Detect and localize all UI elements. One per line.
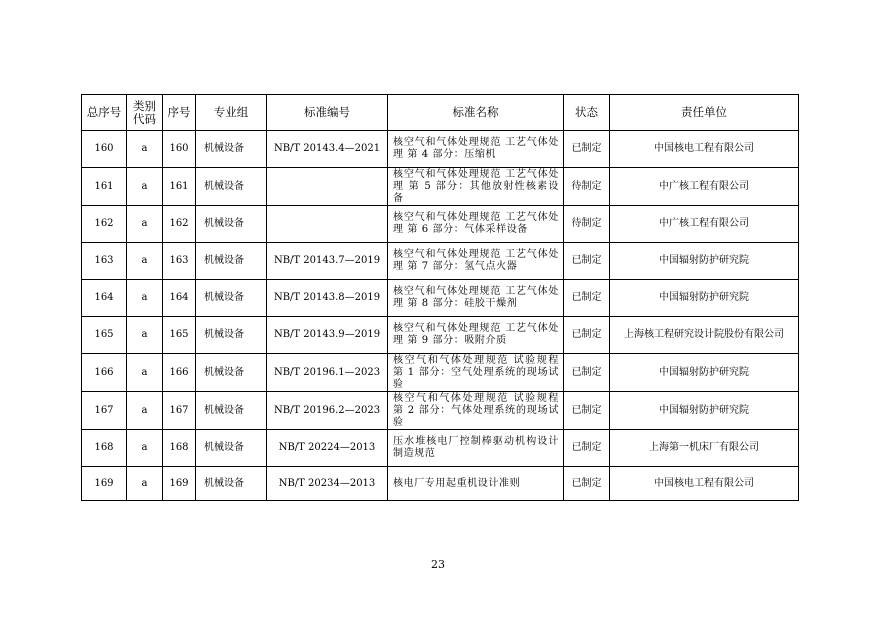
cell-responsible-unit: 中国核电工程有限公司 [610,467,799,501]
table-row [82,280,799,317]
cell-standard-name: 核空气和气体处理规范 工艺气体处理 第 5 部分：其他放射性核素设备 [388,168,564,206]
cell-standard-number: NB/T 20196.2—2023 [267,392,388,430]
cell-category-code: a [127,392,163,430]
cell-standard-name: 核空气和气体处理规范 工艺气体处理 第 6 部分：气体采样设备 [388,206,564,243]
header-category-code [127,95,163,131]
cell-total-no: 169 [82,467,127,501]
header-standard-name: 标准名称 [388,95,564,131]
cell-category-code: a [127,354,163,392]
cell-standard-name: 核空气和气体处理规范 工艺气体处理 第 9 部分：吸附介质 [388,317,564,354]
cell-responsible-unit: 上海第一机床厂有限公司 [610,430,799,467]
cell-standard-number: NB/T 20234—2013 [267,467,388,501]
cell-seq: 160 [163,131,196,168]
cell-standard-number: NB/T 20143.9—2019 [267,317,388,354]
cell-category-code: a [127,467,163,501]
header-category-code-line1: 类别 [133,98,156,113]
cell-group: 机械设备 [196,392,267,430]
table-row [82,392,799,430]
cell-seq: 167 [163,392,196,430]
cell-status: 已制定 [564,430,610,467]
table-row [82,317,799,354]
header-category-code-line2: 代码 [133,111,156,126]
page-number: 23 [431,558,445,571]
header-seq: 序号 [163,95,196,131]
cell-group: 机械设备 [196,354,267,392]
header-total-no: 总序号 [82,95,127,131]
header-status: 状态 [564,95,610,131]
cell-standard-name: 核电厂专用起重机设计准则 [388,467,564,501]
header-standard-number: 标准编号 [267,95,388,131]
cell-total-no: 166 [82,354,127,392]
cell-group: 机械设备 [196,467,267,501]
cell-standard-number [267,206,388,243]
cell-seq: 162 [163,206,196,243]
cell-group: 机械设备 [196,317,267,354]
cell-status: 已制定 [564,354,610,392]
cell-standard-name: 核空气和气体处理规范 工艺气体处理 第 7 部分：氢气点火器 [388,243,564,280]
cell-seq: 164 [163,280,196,317]
cell-group: 机械设备 [196,131,267,168]
cell-category-code: a [127,243,163,280]
cell-status: 已制定 [564,243,610,280]
cell-status: 待制定 [564,168,610,206]
cell-status: 待制定 [564,206,610,243]
cell-category-code: a [127,168,163,206]
cell-standard-number: NB/T 20196.1—2023 [267,354,388,392]
cell-responsible-unit: 中国核电工程有限公司 [610,131,799,168]
cell-standard-number: NB/T 20143.4—2021 [267,131,388,168]
cell-category-code: a [127,206,163,243]
cell-seq: 168 [163,430,196,467]
table-header-row [82,95,799,131]
cell-standard-name: 核空气和气体处理规范 试验规程 第 1 部分：空气处理系统的现场试验 [388,354,564,392]
cell-category-code: a [127,430,163,467]
cell-total-no: 162 [82,206,127,243]
cell-group: 机械设备 [196,168,267,206]
cell-standard-name: 核空气和气体处理规范 工艺气体处理 第 4 部分：压缩机 [388,131,564,168]
table-row [82,467,799,501]
cell-total-no: 165 [82,317,127,354]
cell-category-code: a [127,280,163,317]
cell-seq: 166 [163,354,196,392]
cell-total-no: 164 [82,280,127,317]
cell-status: 已制定 [564,392,610,430]
cell-responsible-unit: 中国辐射防护研究院 [610,354,799,392]
cell-total-no: 167 [82,392,127,430]
cell-responsible-unit: 中广核工程有限公司 [610,168,799,206]
cell-total-no: 163 [82,243,127,280]
cell-seq: 163 [163,243,196,280]
standards-table [81,94,799,501]
cell-responsible-unit: 中国辐射防护研究院 [610,243,799,280]
cell-standard-number: NB/T 20143.7—2019 [267,243,388,280]
cell-status: 已制定 [564,131,610,168]
table-row [82,430,799,467]
cell-total-no: 160 [82,131,127,168]
table-row [82,243,799,280]
cell-seq: 161 [163,168,196,206]
cell-group: 机械设备 [196,243,267,280]
cell-category-code: a [127,131,163,168]
table-row [82,168,799,206]
cell-standard-name: 核空气和气体处理规范 试验规程 第 2 部分：气体处理系统的现场试验 [388,392,564,430]
cell-responsible-unit: 中国辐射防护研究院 [610,392,799,430]
cell-status: 已制定 [564,280,610,317]
cell-status: 已制定 [564,317,610,354]
cell-seq: 169 [163,467,196,501]
table-row [82,354,799,392]
cell-responsible-unit: 中广核工程有限公司 [610,206,799,243]
cell-standard-name: 压水堆核电厂控制棒驱动机构设计制造规范 [388,430,564,467]
cell-standard-number: NB/T 20224—2013 [267,430,388,467]
cell-total-no: 168 [82,430,127,467]
table-row [82,131,799,168]
cell-standard-number: NB/T 20143.8—2019 [267,280,388,317]
cell-category-code: a [127,317,163,354]
cell-responsible-unit: 上海核工程研究设计院股份有限公司 [610,317,799,354]
table-row [82,206,799,243]
header-responsible-unit: 责任单位 [610,95,799,131]
cell-standard-number [267,168,388,206]
header-group: 专业组 [196,95,267,131]
cell-standard-name: 核空气和气体处理规范 工艺气体处理 第 8 部分：硅胶干燥剂 [388,280,564,317]
cell-total-no: 161 [82,168,127,206]
cell-group: 机械设备 [196,280,267,317]
cell-seq: 165 [163,317,196,354]
cell-group: 机械设备 [196,206,267,243]
cell-status: 已制定 [564,467,610,501]
cell-responsible-unit: 中国辐射防护研究院 [610,280,799,317]
cell-group: 机械设备 [196,430,267,467]
